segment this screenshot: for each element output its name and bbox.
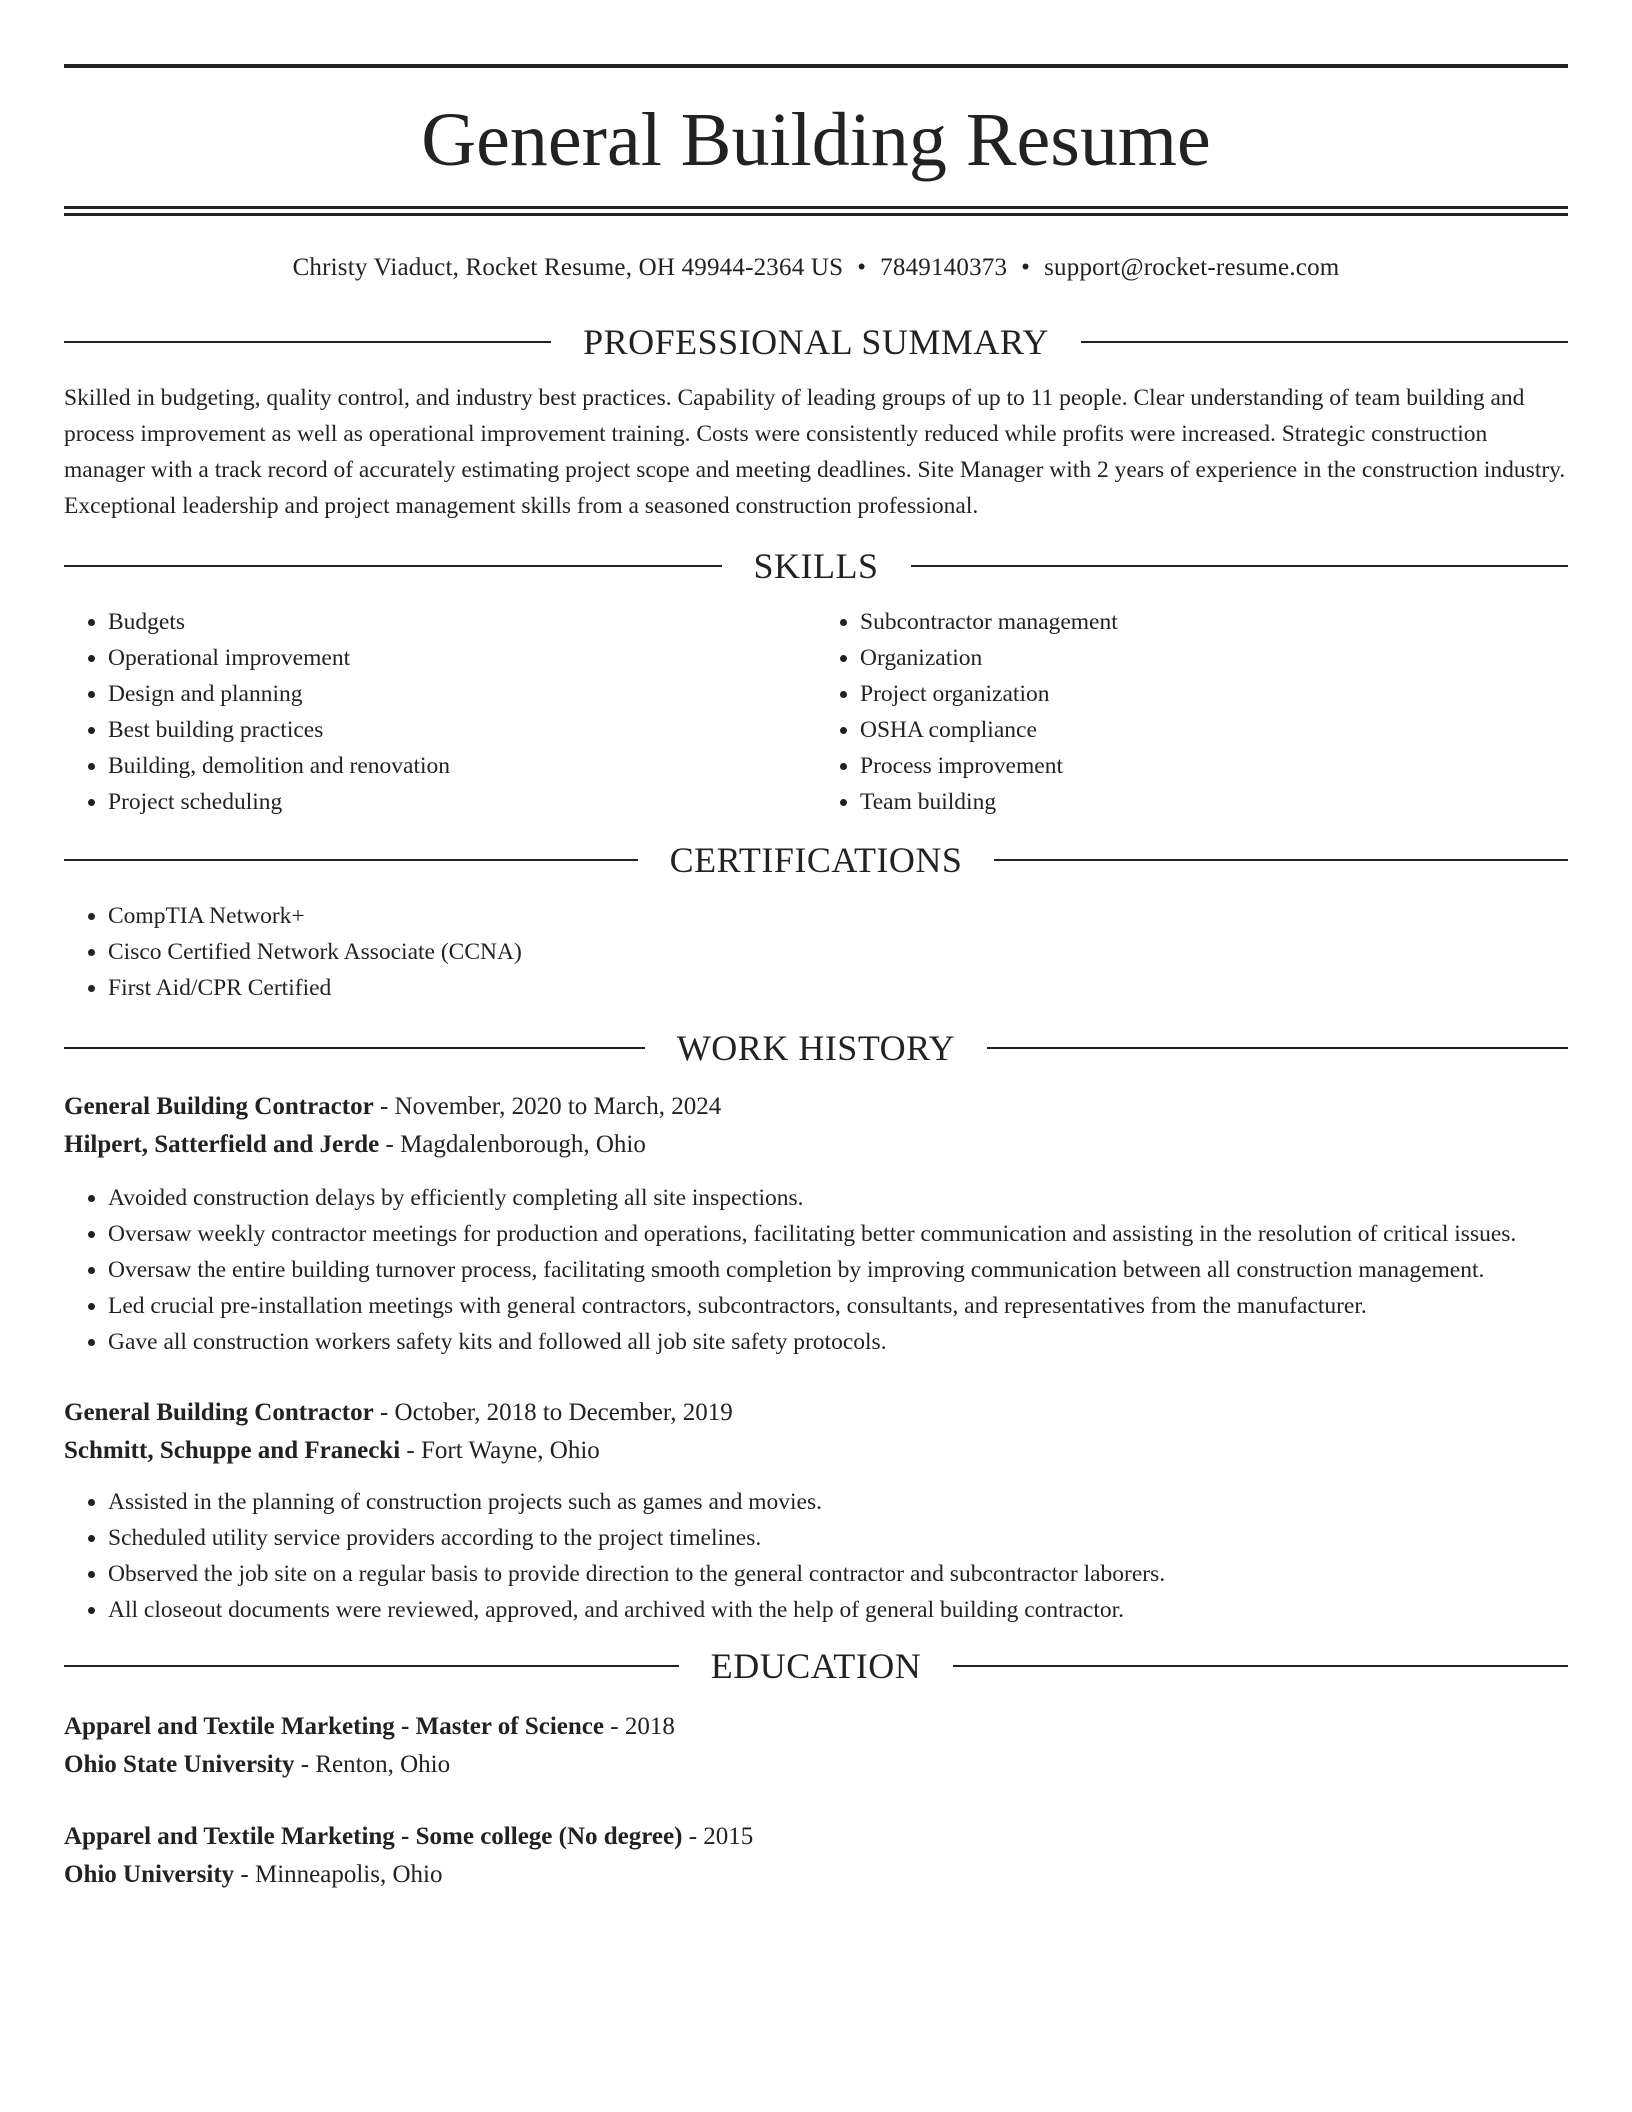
- education-entry: [64, 1818, 1568, 1894]
- skills-list-right: [816, 604, 1568, 820]
- contact-email[interactable]: support@rocket-resume.com: [1044, 254, 1340, 281]
- divider-line: [987, 1047, 1568, 1049]
- job-bullet: • Scheduled utility service providers according to the project timelines.: [108, 1520, 1568, 1556]
- dash: -: [688, 1823, 698, 1850]
- certification-item: • CompTIA Network+: [108, 898, 1568, 934]
- job-bullet: • All closeout documents were reviewed, approved, and archived with the help of general building contractor.: [108, 1592, 1568, 1628]
- job-title: General Building Contractor: [64, 1399, 374, 1426]
- contact-separator: •: [857, 254, 867, 281]
- divider-line: [994, 859, 1568, 861]
- divider-line: [64, 859, 638, 861]
- skill-item: • Subcontractor management: [860, 604, 1568, 640]
- education-entry: [64, 1708, 1568, 1784]
- contact-address: Christy Viaduct, Rocket Resume, OH 49944-2364 US: [292, 254, 844, 281]
- job-location: Fort Wayne, Ohio: [421, 1437, 600, 1464]
- section-certifications-header: [64, 842, 1568, 878]
- section-work-header: [64, 1030, 1568, 1066]
- education-year: 2015: [703, 1823, 754, 1850]
- skill-item: • Best building practices: [108, 712, 816, 748]
- divider-line: [953, 1665, 1568, 1667]
- job-location: Magdalenborough, Ohio: [400, 1131, 646, 1158]
- job-company: Schmitt, Schuppe and Franecki: [64, 1437, 401, 1464]
- job-title-line: [64, 1088, 1568, 1126]
- certification-item: • First Aid/CPR Certified: [108, 970, 1568, 1006]
- divider-line: [64, 341, 551, 343]
- skill-item: • Operational improvement: [108, 640, 816, 676]
- job-bullet: • Oversaw the entire building turnover process, facilitating smooth completion by improving communication between all construction management.: [108, 1252, 1568, 1288]
- skill-item: • Process improvement: [860, 748, 1568, 784]
- education-degree-line: [64, 1708, 1568, 1746]
- job-entry: [64, 1394, 1568, 1628]
- job-bullet: • Observed the job site on a regular basis to provide direction to the general contractor and subcontractor laborers.: [108, 1556, 1568, 1592]
- education-school: Ohio State University: [64, 1751, 295, 1778]
- education-year: 2018: [624, 1713, 675, 1740]
- job-title: General Building Contractor: [64, 1093, 374, 1120]
- section-title-certifications: CERTIFICATIONS: [669, 840, 963, 880]
- dash: -: [406, 1437, 415, 1464]
- education-degree: Apparel and Textile Marketing - Master of Science: [64, 1713, 604, 1740]
- skill-item: • Project scheduling: [108, 784, 816, 820]
- resume-title: General Building Resume: [421, 98, 1211, 182]
- certification-item: • Cisco Certified Network Associate (CCNA): [108, 934, 1568, 970]
- skill-item: • Project organization: [860, 676, 1568, 712]
- job-company-line: [64, 1432, 1568, 1470]
- job-company: Hilpert, Satterfield and Jerde: [64, 1131, 380, 1158]
- title-double-rule: [64, 206, 1568, 216]
- dash: -: [300, 1751, 310, 1778]
- skill-item: • Budgets: [108, 604, 816, 640]
- contact-line: [64, 254, 1568, 282]
- education-school: Ohio University: [64, 1861, 235, 1888]
- contact-phone[interactable]: 7849140373: [880, 254, 1008, 281]
- section-summary-header: [64, 324, 1568, 360]
- skill-item: • Team building: [860, 784, 1568, 820]
- skill-item: • Building, demolition and renovation: [108, 748, 816, 784]
- top-rule: [64, 64, 1568, 68]
- job-bullets: [64, 1484, 1568, 1628]
- section-title-skills: SKILLS: [753, 546, 879, 586]
- education-degree: Apparel and Textile Marketing - Some college (No degree): [64, 1823, 683, 1850]
- skill-item: • Organization: [860, 640, 1568, 676]
- section-title-work: WORK HISTORY: [676, 1028, 956, 1068]
- education-school-line: [64, 1856, 1568, 1894]
- job-bullet: • Avoided construction delays by efficiently completing all site inspections.: [108, 1180, 1568, 1216]
- skill-item: • Design and planning: [108, 676, 816, 712]
- section-education-header: [64, 1648, 1568, 1684]
- skills-columns: [64, 604, 1568, 820]
- job-bullet: • Assisted in the planning of construction projects such as games and movies.: [108, 1484, 1568, 1520]
- section-title-summary: PROFESSIONAL SUMMARY: [583, 322, 1049, 362]
- job-dates: November, 2020 to March, 2024: [394, 1093, 722, 1120]
- dash: -: [610, 1713, 619, 1740]
- job-bullet: • Led crucial pre-installation meetings with general contractors, subcontractors, consultants, and representatives from the manufacturer.: [108, 1288, 1568, 1324]
- job-bullets: [64, 1180, 1568, 1360]
- dash: -: [379, 1093, 389, 1120]
- contact-separator: •: [1021, 254, 1031, 281]
- education-location: Minneapolis, Ohio: [254, 1861, 443, 1888]
- section-title-education: EDUCATION: [710, 1646, 922, 1686]
- job-bullet: • Gave all construction workers safety kits and followed all job site safety protocols.: [108, 1324, 1568, 1360]
- education-degree-line: [64, 1818, 1568, 1856]
- divider-line: [64, 1047, 645, 1049]
- education-school-line: [64, 1746, 1568, 1784]
- summary-text: Skilled in budgeting, quality control, and industry best practices. Capability of leading groups of up to 11 people. Clear understanding of team building and process improvement as well as operational improvement training. Costs were consistently reduced while profits were increased. Strategic construction manager with a track record of accurately estimating project scope and meeting deadlines. Site Manager with 2 years of experience in the construction industry. Exceptional leadership and project management skills from a seasoned construction professional.: [64, 385, 1566, 519]
- dash: -: [240, 1861, 249, 1888]
- job-company-line: [64, 1126, 1568, 1164]
- dash: -: [379, 1399, 389, 1426]
- job-dates: October, 2018 to December, 2019: [394, 1399, 733, 1426]
- dash: -: [385, 1131, 394, 1158]
- certifications-list: [64, 898, 1568, 1006]
- skill-item: • OSHA compliance: [860, 712, 1568, 748]
- divider-line: [64, 565, 722, 567]
- education-location: Renton, Ohio: [315, 1751, 451, 1778]
- section-skills-header: [64, 548, 1568, 584]
- job-title-line: [64, 1394, 1568, 1432]
- divider-line: [1081, 341, 1568, 343]
- divider-line: [64, 1665, 679, 1667]
- skills-list-left: [64, 604, 816, 820]
- divider-line: [911, 565, 1569, 567]
- resume-page: [64, 64, 1568, 1894]
- job-bullet: • Oversaw weekly contractor meetings for production and operations, facilitating better communication and assisting in the resolution of critical issues.: [108, 1216, 1568, 1252]
- job-entry: [64, 1088, 1568, 1360]
